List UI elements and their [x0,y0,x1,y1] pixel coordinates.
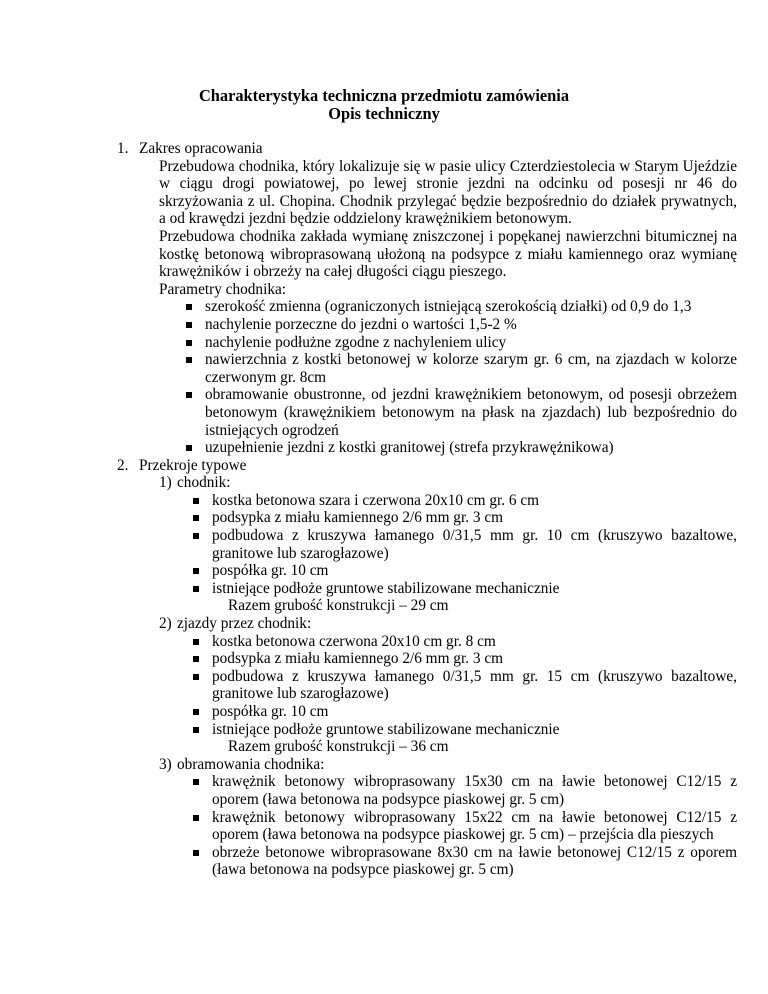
list-item: istniejące podłoże gruntowe stabilizowane mechanicznie [193,721,737,739]
list-item: istniejące podłoże gruntowe stabilizowane mechanicznie [193,580,737,598]
section-1 [117,140,737,457]
list-item: szerokość zmienna (ograniczonych istniejącą szerokością działki) od 0,9 do 1,3 [186,298,737,316]
list-item: podsypka z miału kamiennego 2/6 mm gr. 3 cm [193,509,737,527]
section-1-heading: Zakres opracowania [139,140,263,157]
bullet-square-icon [193,850,199,856]
subsection-1-list [177,492,737,615]
document-title: Charakterystyka techniczna przedmiotu zamówienia [198,86,570,105]
list-item: kostka betonowa szara i czerwona 20x10 cm gr. 6 cm [193,492,737,510]
list-item: nachylenie porzeczne do jezdni o wartości 1,5-2 % [186,316,737,334]
list-item: uzupełnienie jezdni z kostki granitowej (strefa przykrawężnikowa) [186,439,737,457]
bullet-square-icon [186,340,192,346]
list-item: podsypka z miału kamiennego 2/6 mm gr. 3 cm [193,650,737,668]
list-item: kostka betonowa czerwona 20x10 cm gr. 8 cm [193,633,737,651]
params-label: Parametry chodnika: [159,280,287,298]
list-item: krawężnik betonowy wibroprasowany 15x22 cm na ławie betonowej C12/15 z oporem (ława betonowa na podsypce piaskowej gr. 5 cm) – przejścia dla pieszych [193,809,737,844]
subsection-3-heading: obramowania chodnika: [177,755,325,773]
bullet-square-icon [193,586,199,592]
bullet-square-icon [193,533,199,539]
subsection-2-number: 2) [159,615,172,633]
document-body [117,140,737,879]
section-1-number: 1. [117,140,129,157]
bullet-square-icon [193,815,199,821]
bullet-square-icon [186,322,192,328]
list-item: pospółka gr. 10 cm [193,562,737,580]
bullet-square-icon [186,357,192,363]
subsection-1-heading: chodnik: [177,474,231,492]
section-1-paragraph-2: Przebudowa chodnika zakłada wymianę zniszczonej i popękanej nawierzchni bitumicznej na kostkę betonową wibroprasowaną ułożoną na podsypce z miału kamiennego oraz wymianę krawężników i obrzeży na całej długości ciągu pieszego. [159,227,737,281]
section-1-paragraph-1: Przebudowa chodnika, który lokalizuje się w pasie ulicy Czterdziestolecia w Starym Ujeździe w ciągu drogi powiatowej, po lewej stronie jezdni na odcinku od posesji nr 46 do skrzyżowania z ul. Chopina. Chodnik przylegać będzie bezpośrednio do działek prywatnych, a od krawędzi jezdni będzie oddzielony krawężnikiem betonowym. [159,157,737,228]
bullet-square-icon [193,674,199,680]
bullet-square-icon [193,656,199,662]
params-list [139,298,737,456]
subsection-chodnik [159,474,737,615]
subsection-3-list [177,773,737,879]
list-item: krawężnik betonowy wibroprasowany 15x30 cm na ławie betonowej C12/15 z oporem (ława betonowa na podsypce piaskowej gr. 5 cm) [193,773,737,808]
bullet-square-icon [193,709,199,715]
bullet-square-icon [193,515,199,521]
subsection-2-summary: Razem grubość konstrukcji – 36 cm [228,738,449,756]
subsection-zjazdy [159,615,737,756]
bullet-square-icon [193,639,199,645]
list-item: nawierzchnia z kostki betonowej w kolorze szarym gr. 6 cm, na zjazdach w kolorze czerwonym gr. 8cm [186,351,737,386]
list-item: nachylenie podłużne zgodne z nachyleniem ulicy [186,334,737,352]
list-item: podbudowa z kruszywa łamanego 0/31,5 mm gr. 10 cm (kruszywo bazaltowe, granitowe lub szarogłazowe) [193,527,737,562]
section-2-heading: Przekroje typowe [139,456,247,474]
section-2 [117,457,737,879]
section-2-number: 2. [117,456,129,474]
bullet-square-icon [193,498,199,504]
list-item: obramowanie obustronne, od jezdni krawężnikiem betonowym, od posesji obrzeżem betonowym (krawężnikiem betonowym na płask na zjazdach) lub bezpośrednio do istniejących ogrodzeń [186,386,737,439]
bullet-square-icon [186,392,192,398]
subsection-obramowania [159,756,737,879]
bullet-square-icon [186,445,192,451]
bullet-square-icon [193,779,199,785]
document-subtitle: Opis techniczny [328,104,440,123]
list-item: pospółka gr. 10 cm [193,703,737,721]
subsection-3-number: 3) [159,755,172,773]
subsection-1-number: 1) [159,474,172,492]
bullet-square-icon [186,304,192,310]
subsection-2-heading: zjazdy przez chodnik: [177,615,312,633]
list-item: podbudowa z kruszywa łamanego 0/31,5 mm gr. 15 cm (kruszywo bazaltowe, granitowe lub szarogłazowe) [193,668,737,703]
subsection-1-summary: Razem grubość konstrukcji – 29 cm [228,597,449,615]
subsection-2-list [177,633,737,756]
bullet-square-icon [193,568,199,574]
bullet-square-icon [193,727,199,733]
list-item: obrzeże betonowe wibroprasowane 8x30 cm na ławie betonowej C12/15 z oporem (ława betonowa na podsypce piaskowej gr. 5 cm) [193,844,737,879]
